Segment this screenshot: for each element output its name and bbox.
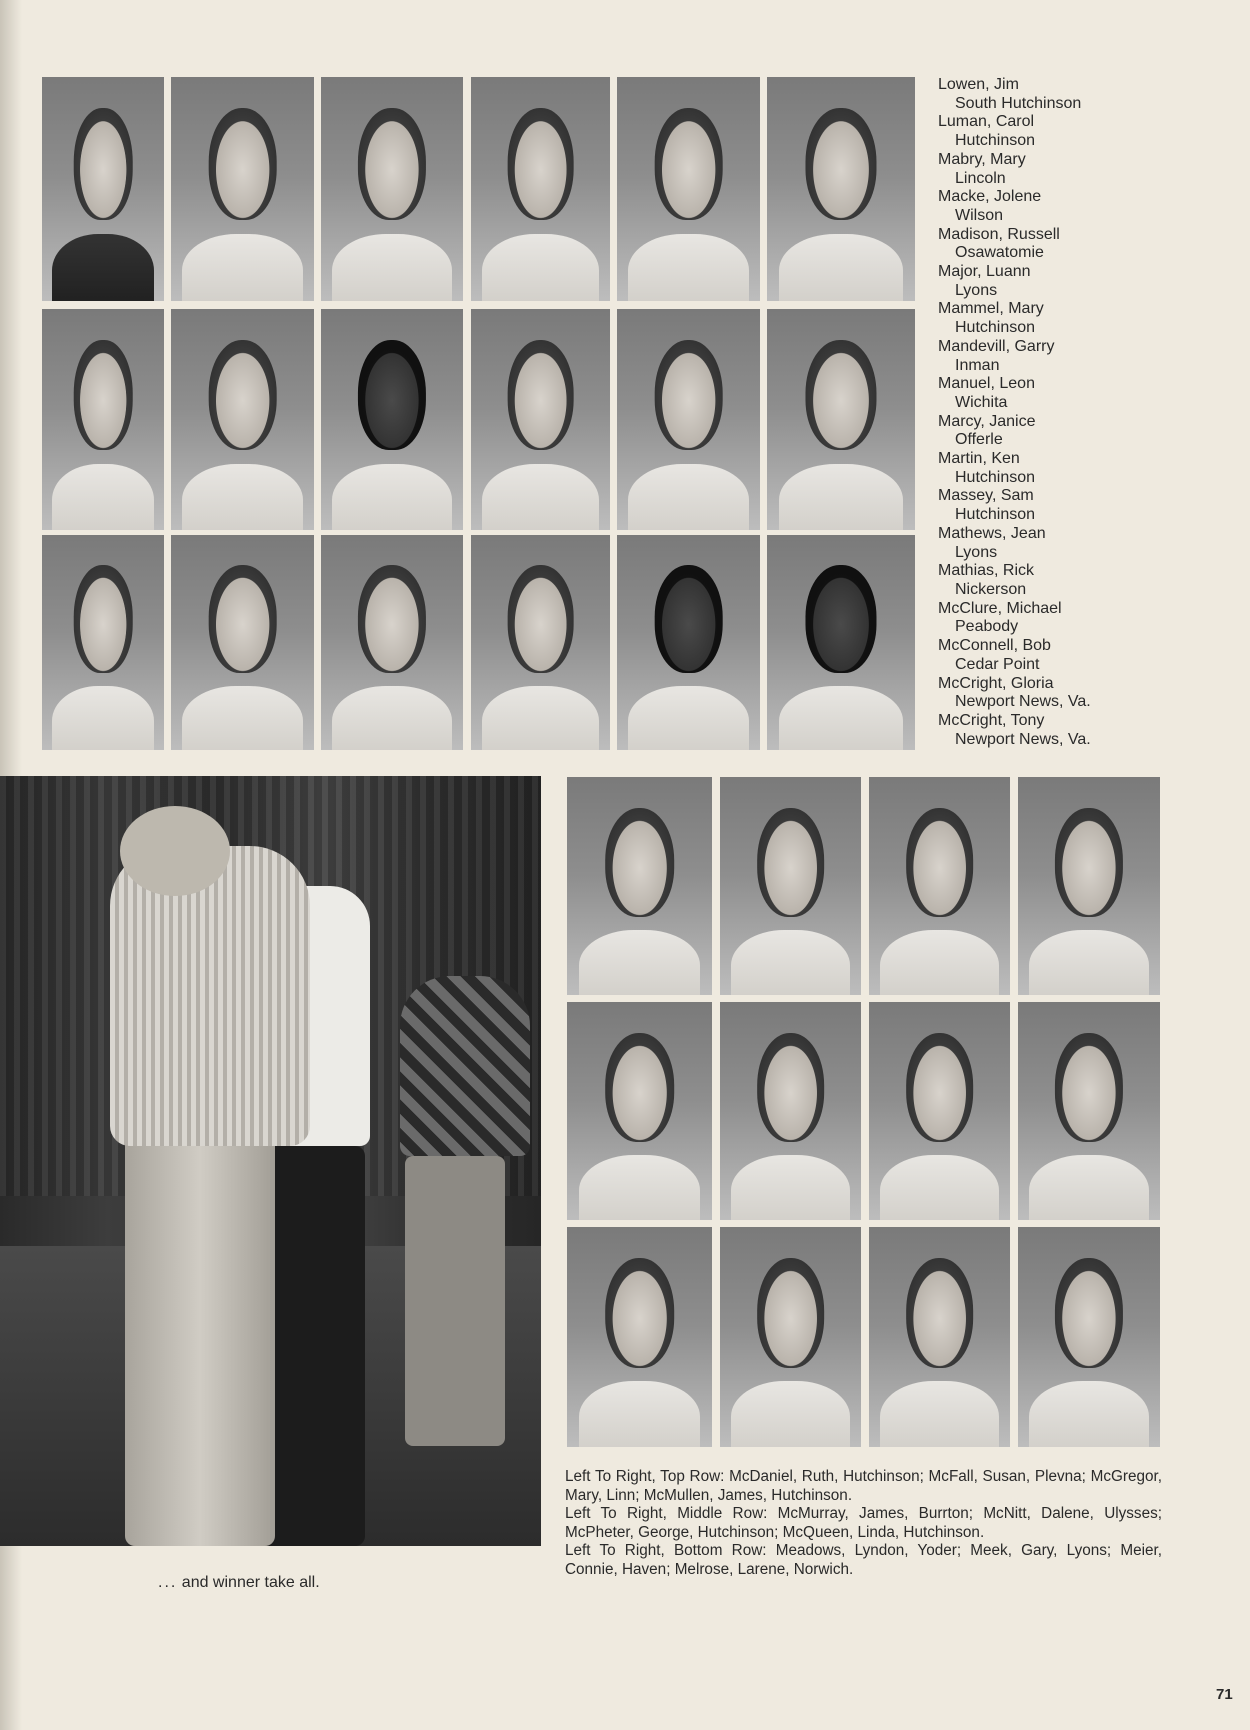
name-entry bbox=[938, 263, 1091, 300]
student-name: McCright, Tony bbox=[938, 711, 1045, 729]
page-number: 71 bbox=[1216, 1686, 1233, 1703]
name-list bbox=[938, 76, 1091, 749]
name-entry bbox=[938, 338, 1091, 375]
portrait-photo bbox=[321, 535, 463, 750]
portrait-photo bbox=[767, 535, 915, 750]
portrait-shoulders bbox=[482, 686, 599, 751]
student-name: Mathews, Jean bbox=[938, 524, 1046, 542]
portrait-shoulders bbox=[1029, 1381, 1148, 1447]
portrait-photo bbox=[617, 535, 760, 750]
student-name: Mabry, Mary bbox=[938, 150, 1026, 168]
portrait-photo bbox=[471, 535, 610, 750]
name-entry bbox=[938, 712, 1091, 749]
portrait-photo bbox=[171, 77, 314, 301]
portrait-head bbox=[654, 108, 723, 220]
portrait-head bbox=[74, 108, 133, 220]
name-entry bbox=[938, 300, 1091, 337]
name-entry bbox=[938, 413, 1091, 450]
name-entry bbox=[938, 637, 1091, 674]
portrait-head bbox=[757, 1033, 825, 1142]
student-name: Manuel, Leon bbox=[938, 375, 1035, 393]
portrait-head bbox=[605, 1033, 675, 1142]
row-caption-bottom: Left To Right, Bottom Row: Meadows, Lyndon, Yoder; Meek, Gary, Lyons; Meier, Connie, Haven; Melrose, Larene, Norwich. bbox=[565, 1542, 1162, 1578]
portrait-photo bbox=[567, 1002, 712, 1220]
name-entry bbox=[938, 487, 1091, 524]
portrait-head bbox=[605, 808, 675, 917]
student-hometown: Nickerson bbox=[955, 580, 1027, 598]
portrait-photo bbox=[617, 77, 760, 301]
caption-text: and winner take all. bbox=[177, 1574, 320, 1591]
portrait-shoulders bbox=[779, 464, 903, 530]
student-name: Lowen, Jim bbox=[938, 76, 1019, 93]
dancer-striped-shirt bbox=[110, 846, 310, 1146]
student-name: Marcy, Janice bbox=[938, 412, 1036, 430]
portrait-shoulders bbox=[628, 234, 748, 301]
student-hometown: Hutchinson bbox=[955, 319, 1036, 337]
portrait-head bbox=[358, 565, 426, 673]
student-name: Mathias, Rick bbox=[938, 562, 1035, 580]
portrait-photo bbox=[869, 1227, 1010, 1447]
portrait-head bbox=[757, 808, 825, 917]
student-name: McClure, Michael bbox=[938, 599, 1062, 617]
portrait-head bbox=[507, 108, 574, 220]
name-entry bbox=[938, 525, 1091, 562]
student-hometown: Osawatomie bbox=[955, 244, 1044, 262]
portrait-photo bbox=[321, 77, 463, 301]
portrait-head bbox=[208, 108, 277, 220]
student-hometown: Hutchinson bbox=[955, 506, 1036, 524]
portrait-shoulders bbox=[332, 686, 451, 751]
portrait-shoulders bbox=[52, 464, 155, 530]
portrait-shoulders bbox=[731, 1155, 849, 1220]
student-name: Macke, Jolene bbox=[938, 188, 1042, 206]
portrait-head bbox=[358, 108, 426, 220]
portrait-shoulders bbox=[332, 234, 451, 301]
portrait-head bbox=[74, 565, 133, 673]
row-caption-top: Left To Right, Top Row: McDaniel, Ruth, Hutchinson; McFall, Susan, Plevna; McGregor, Mary, Linn; McMullen, James, Hutchinson. bbox=[565, 1468, 1162, 1504]
portrait-photo bbox=[869, 1002, 1010, 1220]
portrait-shoulders bbox=[52, 234, 155, 301]
portrait-photo bbox=[171, 535, 314, 750]
portrait-shoulders bbox=[182, 464, 302, 530]
portrait-photo bbox=[567, 777, 712, 995]
portrait-head bbox=[805, 565, 876, 673]
photo-caption bbox=[158, 1574, 320, 1592]
portrait-shoulders bbox=[579, 930, 701, 995]
name-entry bbox=[938, 188, 1091, 225]
student-name: Luman, Carol bbox=[938, 113, 1035, 131]
portrait-shoulders bbox=[482, 234, 599, 301]
portrait-shoulders bbox=[52, 686, 155, 751]
portrait-shoulders bbox=[482, 464, 599, 530]
student-hometown: Newport News, Va. bbox=[955, 693, 1091, 711]
student-hometown: Newport News, Va. bbox=[955, 730, 1091, 748]
name-entry bbox=[938, 113, 1091, 150]
portrait-photo bbox=[567, 1227, 712, 1447]
portrait-head bbox=[654, 565, 723, 673]
name-entry bbox=[938, 675, 1091, 712]
portrait-shoulders bbox=[628, 686, 748, 751]
portrait-photo bbox=[720, 1227, 861, 1447]
dancer-hair bbox=[120, 806, 230, 896]
portrait-head bbox=[208, 565, 277, 673]
portrait-shoulders bbox=[779, 234, 903, 301]
row-caption-middle: Left To Right, Middle Row: McMurray, James, Burrton; McNitt, Dalene, Ulysses; McPheter, George, Hutchinson; McQueen, Linda, Hutchinson. bbox=[565, 1505, 1162, 1541]
portrait-head bbox=[757, 1258, 825, 1368]
student-hometown: South Hutchinson bbox=[955, 94, 1082, 112]
portrait-head bbox=[358, 340, 426, 451]
portrait-photo bbox=[617, 309, 760, 530]
dancer-jeans bbox=[125, 1136, 275, 1546]
dance-photo bbox=[0, 776, 541, 1546]
student-hometown: Peabody bbox=[955, 618, 1019, 636]
portrait-head bbox=[805, 108, 876, 220]
portrait-shoulders bbox=[579, 1381, 701, 1447]
portrait-head bbox=[208, 340, 277, 451]
portrait-head bbox=[1055, 1033, 1123, 1142]
student-name: Mammel, Mary bbox=[938, 300, 1044, 318]
portrait-head bbox=[805, 340, 876, 451]
row-caption bbox=[565, 1468, 1162, 1580]
name-entry bbox=[938, 226, 1091, 263]
portrait-shoulders bbox=[182, 234, 302, 301]
portrait-shoulders bbox=[182, 686, 302, 751]
portrait-photo bbox=[869, 777, 1010, 995]
portrait-photo bbox=[171, 309, 314, 530]
student-hometown: Lyons bbox=[955, 281, 998, 299]
student-hometown: Wilson bbox=[955, 206, 1004, 224]
name-entry bbox=[938, 600, 1091, 637]
portrait-shoulders bbox=[880, 1155, 998, 1220]
portrait-photo bbox=[720, 777, 861, 995]
name-entry bbox=[938, 76, 1091, 113]
student-hometown: Hutchinson bbox=[955, 468, 1036, 486]
portrait-photo bbox=[767, 77, 915, 301]
portrait-photo bbox=[321, 309, 463, 530]
student-hometown: Cedar Point bbox=[955, 655, 1040, 673]
name-entry bbox=[938, 151, 1091, 188]
name-entry bbox=[938, 375, 1091, 412]
portrait-shoulders bbox=[731, 930, 849, 995]
portrait-head bbox=[507, 565, 574, 673]
student-name: Madison, Russell bbox=[938, 225, 1060, 243]
portrait-head bbox=[507, 340, 574, 451]
portrait-photo bbox=[471, 309, 610, 530]
portrait-head bbox=[906, 1258, 974, 1368]
name-entry bbox=[938, 450, 1091, 487]
caption-ellipsis: ... bbox=[158, 1574, 178, 1591]
portrait-shoulders bbox=[1029, 1155, 1148, 1220]
portrait-shoulders bbox=[779, 686, 903, 751]
student-name: McCright, Gloria bbox=[938, 674, 1054, 692]
portrait-shoulders bbox=[880, 930, 998, 995]
student-name: Martin, Ken bbox=[938, 450, 1020, 468]
portrait-shoulders bbox=[880, 1381, 998, 1447]
portrait-head bbox=[74, 340, 133, 451]
student-hometown: Offerle bbox=[955, 431, 1003, 449]
portrait-shoulders bbox=[628, 464, 748, 530]
student-name: Massey, Sam bbox=[938, 487, 1034, 505]
portrait-shoulders bbox=[579, 1155, 701, 1220]
student-hometown: Inman bbox=[955, 356, 1000, 374]
portrait-photo bbox=[471, 77, 610, 301]
portrait-photo bbox=[767, 309, 915, 530]
background-dancer bbox=[400, 976, 530, 1156]
portrait-head bbox=[1055, 1258, 1123, 1368]
student-name: Mandevill, Garry bbox=[938, 337, 1055, 355]
portrait-head bbox=[605, 1258, 675, 1368]
student-name: McConnell, Bob bbox=[938, 637, 1051, 655]
student-name: Major, Luann bbox=[938, 263, 1031, 281]
portrait-photo bbox=[42, 309, 164, 530]
portrait-photo bbox=[1018, 777, 1160, 995]
portrait-photo bbox=[1018, 1002, 1160, 1220]
portrait-head bbox=[906, 808, 974, 917]
portrait-photo bbox=[42, 535, 164, 750]
portrait-head bbox=[906, 1033, 974, 1142]
portrait-shoulders bbox=[1029, 930, 1148, 995]
student-hometown: Lincoln bbox=[955, 169, 1006, 187]
portrait-photo bbox=[42, 77, 164, 301]
student-hometown: Hutchinson bbox=[955, 132, 1036, 150]
portrait-head bbox=[1055, 808, 1123, 917]
portrait-head bbox=[654, 340, 723, 451]
portrait-photo bbox=[1018, 1227, 1160, 1447]
student-hometown: Wichita bbox=[955, 393, 1008, 411]
portrait-shoulders bbox=[731, 1381, 849, 1447]
portrait-photo bbox=[720, 1002, 861, 1220]
name-entry bbox=[938, 562, 1091, 599]
student-hometown: Lyons bbox=[955, 543, 998, 561]
background-dancer-legs bbox=[405, 1156, 505, 1446]
portrait-shoulders bbox=[332, 464, 451, 530]
